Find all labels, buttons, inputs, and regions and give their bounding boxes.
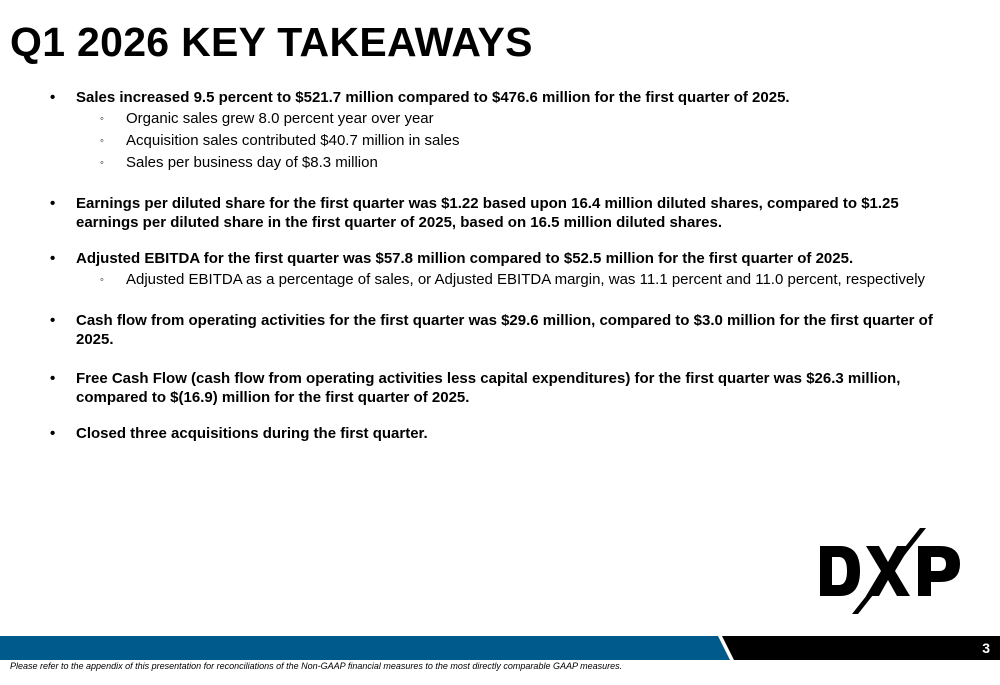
takeaway-text: Adjusted EBITDA for the first quarter was $57.8 million compared to $52.5 million for the first quarter of 2025.: [76, 250, 854, 267]
bullet-icon: •: [50, 312, 56, 329]
sub-list: [76, 110, 956, 172]
page-number: 3: [982, 640, 990, 656]
bullet-icon: •: [50, 425, 56, 442]
sub-bullet-icon: ◦: [100, 274, 104, 286]
sub-bullet-icon: ◦: [100, 113, 104, 125]
sub-item: [76, 271, 946, 289]
takeaway-text: Sales increased 9.5 percent to $521.7 million compared to $476.6 million for the first quarter of 2025.: [76, 89, 790, 106]
bullet-icon: •: [50, 370, 56, 387]
takeaway-text: Free Cash Flow (cash flow from operating activities less capital expenditures) for the first quarter was $26.3 million, compared to $(16.9) million for the first quarter of 2025.: [76, 370, 901, 406]
page-title: Q1 2026 KEY TAKEAWAYS: [10, 19, 533, 65]
sub-item: [76, 110, 946, 128]
footer-bar-blue: [0, 636, 730, 660]
sub-bullet-icon: ◦: [100, 135, 104, 147]
sub-item: [76, 132, 946, 150]
sub-item: [76, 154, 946, 172]
takeaway-item: [0, 424, 956, 443]
takeaway-text: Cash flow from operating activities for the first quarter was $29.6 million, compared to $3.0 million for the first quarter of 2025.: [76, 312, 933, 348]
bullet-icon: •: [50, 195, 56, 212]
takeaway-item: [0, 311, 956, 349]
takeaways-list: [0, 88, 1000, 443]
takeaway-item: [0, 194, 956, 232]
takeaway-item: [0, 369, 956, 407]
footnote: Please refer to the appendix of this presentation for reconciliations of the Non-GAAP financial measures to the most directly comparable GAAP measures.: [10, 661, 623, 671]
dxp-logo-mark: [818, 526, 964, 616]
sub-item-text: Adjusted EBITDA as a percentage of sales, or Adjusted EBITDA margin, was 11.1 percent and 11.0 percent, respectively: [126, 271, 926, 288]
footer-bar: [0, 636, 1000, 660]
takeaway-item: [0, 249, 956, 289]
takeaway-text: Closed three acquisitions during the first quarter.: [76, 425, 428, 442]
takeaway-item: [0, 88, 956, 172]
sub-bullet-icon: ◦: [100, 157, 104, 169]
sub-item-text: Acquisition sales contributed $40.7 million in sales: [126, 132, 460, 149]
bullet-icon: •: [50, 89, 56, 106]
logo-label: [818, 526, 820, 527]
sub-item-text: Organic sales grew 8.0 percent year over year: [126, 110, 434, 127]
takeaway-text: Earnings per diluted share for the first quarter was $1.22 based upon 16.4 million diluted shares, compared to $1.25 earnings per diluted share in the first quarter of 2025, based on 16.5 million diluted shares.: [76, 195, 899, 231]
dxp-logo: [818, 526, 964, 616]
sub-list: [76, 271, 956, 289]
footer-bar-black: [722, 636, 1000, 660]
bullet-icon: •: [50, 250, 56, 267]
sub-item-text: Sales per business day of $8.3 million: [126, 154, 378, 171]
